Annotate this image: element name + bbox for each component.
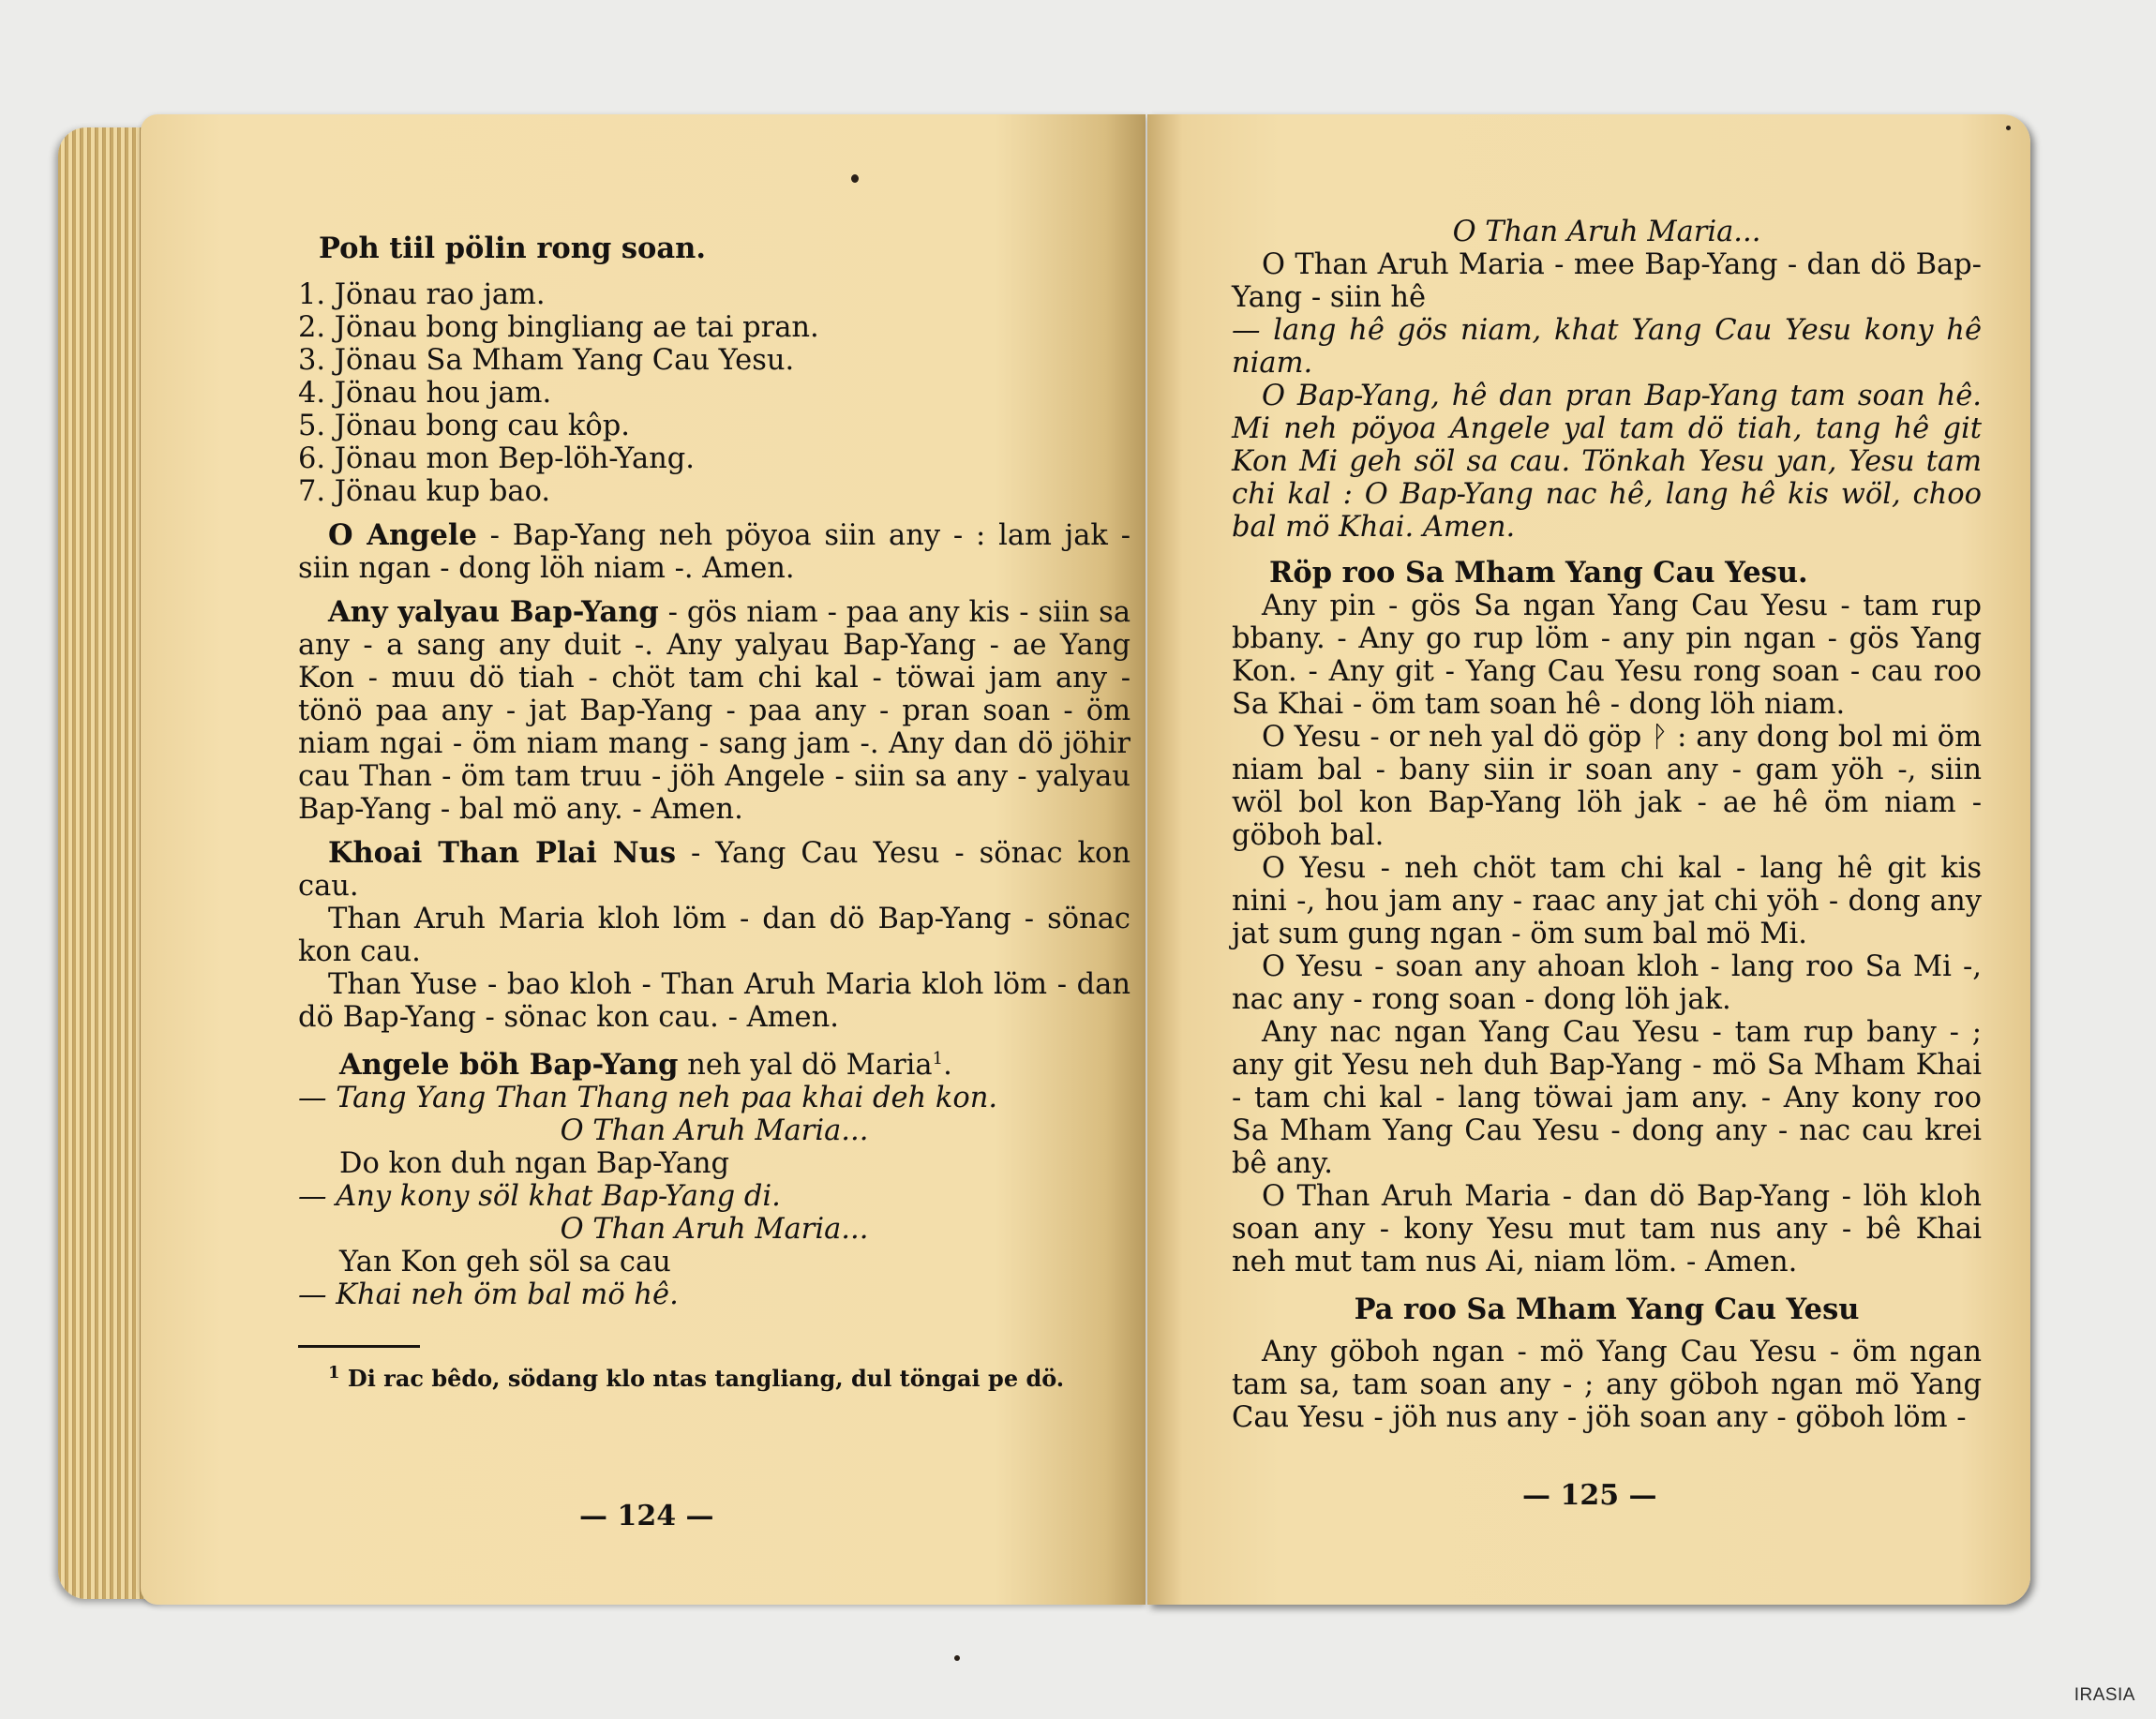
- paragraph: O Yesu - soan any ahoan kloh - lang roo Sa Mi -, nac any - rong soan - dong löh jak.: [1232, 950, 1982, 1016]
- heading-poh-tiil: Poh tiil pölin rong soan.: [319, 232, 706, 265]
- paragraph-yuse: Than Yuse - bao kloh - Than Aruh Maria kloh löm - dan dö Bap-Yang - sönac kon cau. - Amen.: [298, 968, 1130, 1034]
- page-title: O Than Aruh Maria...: [1452, 216, 1761, 248]
- verse-line: — Khai neh öm bal mö hê.: [298, 1278, 679, 1311]
- list-item: 7. Jönau kup bao.: [298, 475, 551, 508]
- footnote-text: Di rac bêdo, södang klo ntas tangliang, dul töngai pe dö.: [339, 1365, 1065, 1392]
- verse-line: Do kon duh ngan Bap-Yang: [339, 1147, 730, 1180]
- bold-lead: Angele böh Bap-Yang: [339, 1048, 679, 1082]
- paper-speck: [851, 174, 859, 183]
- heading-rop-roo: Röp roo Sa Mham Yang Cau Yesu.: [1269, 556, 1808, 590]
- paragraph: Any pin - gös Sa ngan Yang Cau Yesu - tam rup bbany. - Any go rup löm - any pin ngan - gös Yang Kon. - Any git - Yang Cau Yesu rong soan - cau roo Sa Khai - öm tam soan hê - dong löh niam.: [1232, 590, 1982, 721]
- verse-line: — Any kony söl khat Bap-Yang di.: [298, 1180, 781, 1213]
- paragraph: O Yesu - neh chöt tam chi kal - lang hê git kis nini -, hou jam any - raac any jat chi yöh - dong any jat sum gung ngan - öm sum bal mö Mi.: [1232, 852, 1982, 950]
- footnote-number: 1: [328, 1363, 340, 1383]
- period: .: [943, 1049, 952, 1082]
- page-number-left: — 124 —: [579, 1500, 714, 1532]
- verse-line: — Tang Yang Than Thang neh paa khai deh kon.: [298, 1082, 998, 1114]
- numbered-list: [298, 278, 1130, 508]
- list-item: 2. Jönau bong bingliang ae tai pran.: [298, 311, 819, 344]
- list-item: 1. Jönau rao jam.: [298, 278, 546, 311]
- refrain-line: O Than Aruh Maria...: [560, 1213, 869, 1246]
- list-item: 4. Jönau hou jam.: [298, 377, 552, 410]
- bold-lead: Khoai Than Plai Nus: [328, 836, 676, 870]
- list-item: 5. Jönau bong cau kôp.: [298, 410, 630, 442]
- footnote-mark: 1: [932, 1048, 944, 1069]
- paragraph-body: - Yang Cau Yesu - sönac kon cau.: [298, 837, 1131, 903]
- left-page-text: [298, 232, 1130, 1393]
- open-book: [58, 114, 2034, 1622]
- verse-line: Yan Kon geh söl sa cau: [339, 1246, 671, 1278]
- list-item: 6. Jönau mon Bep-löh-Yang.: [298, 442, 695, 475]
- right-page: [1147, 114, 2030, 1605]
- verse-line: — lang hê gös niam, khat Yang Cau Yesu kony hê niam.: [1232, 314, 1982, 380]
- paragraph: O Than Aruh Maria - mee Bap-Yang - dan dö Bap-Yang - siin hê: [1232, 248, 1982, 314]
- paragraph-body: - Bap-Yang neh pöyoa siin any - : lam jak - siin ngan - dong löh niam -. Amen.: [298, 519, 1130, 585]
- paragraph-body: neh yal dö Maria: [678, 1049, 933, 1082]
- bold-lead: Any yalyau Bap-Yang: [328, 595, 659, 629]
- background-speck: [954, 1655, 960, 1661]
- paper-speck: [2006, 126, 2011, 130]
- paragraph: Any göboh ngan - mö Yang Cau Yesu - öm ngan tam sa, tam soan any - ; any göboh ngan mö Yang Cau Yesu - jöh nus any - jöh soan any - göboh löm -: [1232, 1336, 1982, 1434]
- footnote-rule: [298, 1345, 420, 1348]
- paragraph-italic: O Bap-Yang, hê dan pran Bap-Yang tam soan hê. Mi neh pöyoa Angele yal tam dö tiah, tang hê git Kon Mi geh söl sa cau. Tönkah Yesu yan, Yesu tam chi kal : O Bap-Yang nac hê, lang hê kis wöl, choo bal mö Khai. Amen.: [1232, 380, 1982, 544]
- list-item: 3. Jönau Sa Mham Yang Cau Yesu.: [298, 344, 795, 377]
- refrain-line: O Than Aruh Maria...: [560, 1114, 869, 1147]
- footnote: [298, 1365, 1130, 1393]
- paragraph-aruh: Than Aruh Maria kloh löm - dan dö Bap-Yang - sönac kon cau.: [298, 903, 1130, 968]
- paragraph-khoai: [298, 837, 1130, 903]
- paragraph: O Than Aruh Maria - dan dö Bap-Yang - löh kloh soan any - kony Yesu mut tam nus any - bê Khai neh mut tam nus Ai, niam löm. - Amen.: [1232, 1180, 1982, 1278]
- paragraph: Any nac ngan Yang Cau Yesu - tam rup bany - ; any git Yesu neh duh Bap-Yang - mö Sa Mham Khai - tam chi kal - lang töwai jam any. - Any kony roo Sa Mham Yang Cau Yesu - dong any - nac cau krei bê any.: [1232, 1016, 1982, 1180]
- paragraph-angele-boh: [298, 1049, 1130, 1082]
- heading-pa-roo: Pa roo Sa Mham Yang Cau Yesu: [1354, 1293, 1860, 1326]
- paragraph-any-yalyau: [298, 596, 1130, 826]
- paragraph-o-angele: [298, 519, 1130, 585]
- right-page-text: [1232, 216, 1982, 1434]
- page-number-right: — 125 —: [1522, 1479, 1657, 1512]
- left-page: [141, 114, 1145, 1605]
- paragraph-body: - gös niam - paa any kis - siin sa any - a sang any duit -. Any yalyau Bap-Yang - ae Yang Kon - muu dö tiah - chöt tam chi kal - töwai jam any - tönö paa any - jat Bap-Yang - paa any - pran soan - öm niam ngai - öm niam mang - sang jam -. Any dan dö jöhir cau Than - öm tam truu - jöh Angele - siin sa any - yalyau Bap-Yang - bal mö any. - Amen.: [298, 596, 1131, 826]
- paragraph: O Yesu - or neh yal dö göp ᚹ : any dong bol mi öm niam bal - bany siin ir soan any - gam yöh -, siin wöl bol kon Bap-Yang löh jak - ae hê öm niam - göboh bal.: [1232, 721, 1982, 852]
- watermark: IRASIA: [2074, 1685, 2135, 1705]
- bold-lead: O Angele: [328, 518, 477, 552]
